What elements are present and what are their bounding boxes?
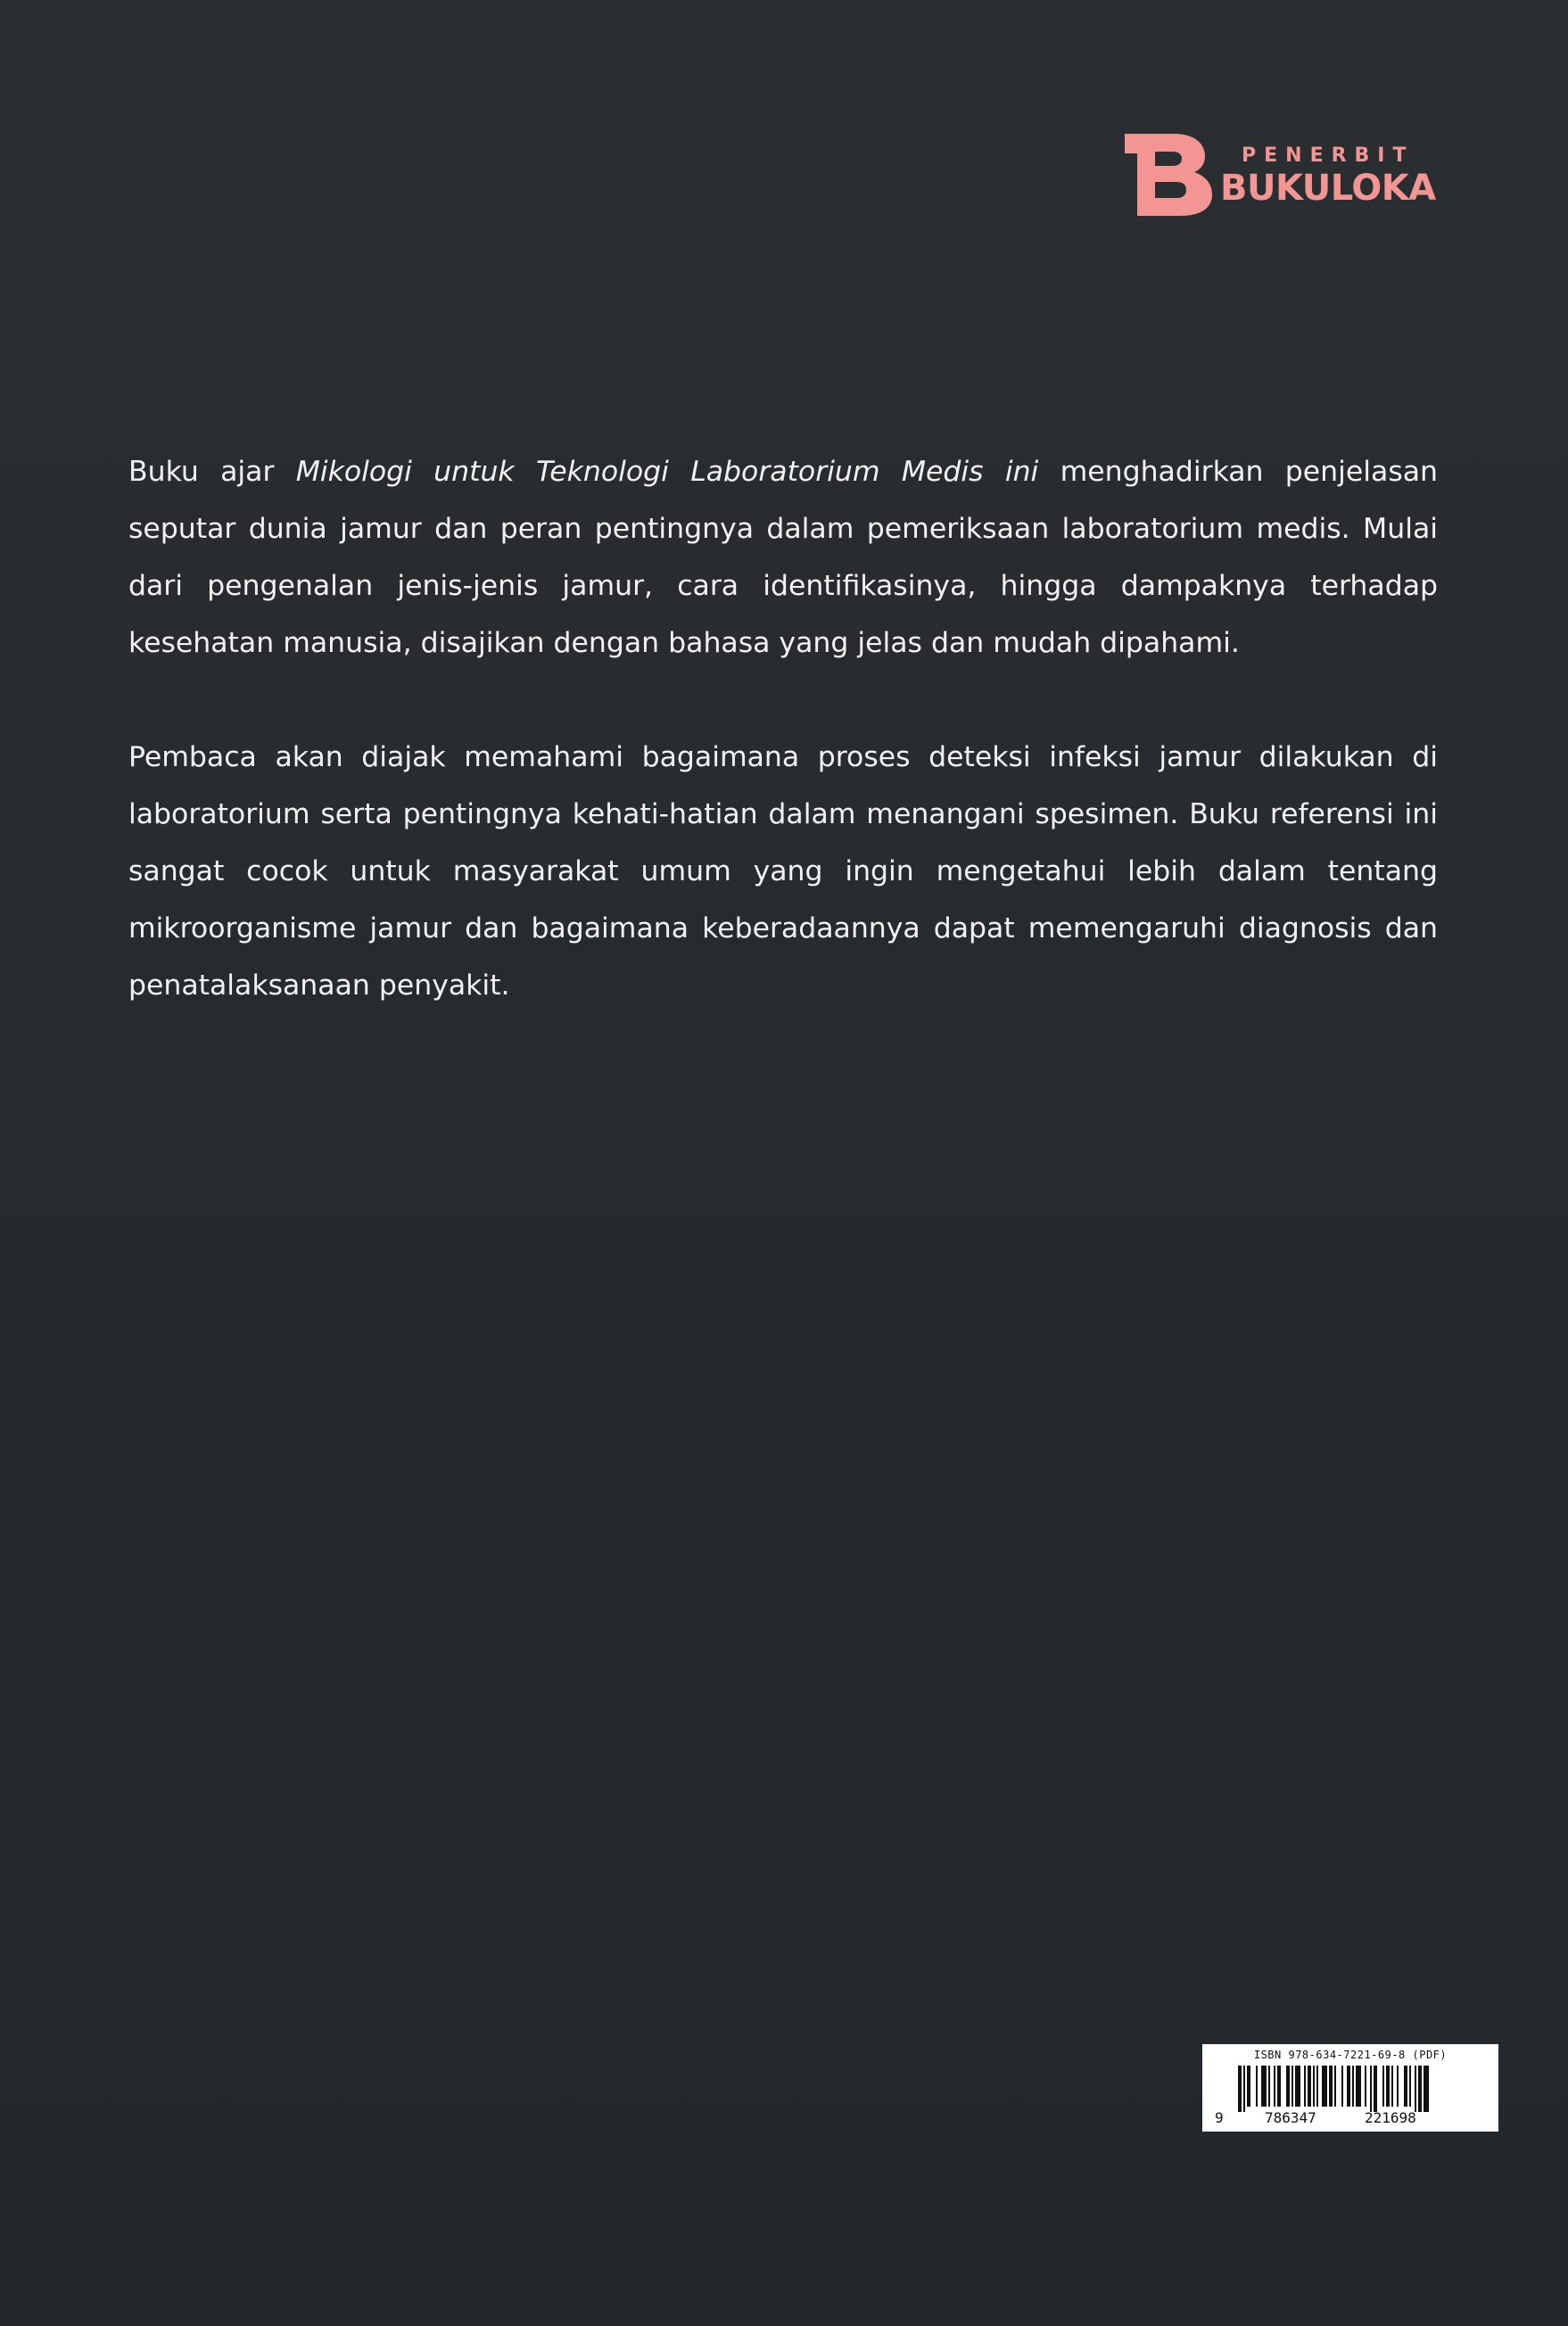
barcode-left-digits: 786347 bbox=[1265, 2109, 1316, 2126]
barcode-bar bbox=[1238, 2066, 1242, 2112]
barcode-bar bbox=[1391, 2066, 1393, 2107]
publisher-logo bbox=[1119, 134, 1440, 219]
barcode-bar bbox=[1356, 2066, 1361, 2107]
barcode-bar bbox=[1322, 2066, 1327, 2107]
barcode-bar bbox=[1247, 2066, 1250, 2107]
barcode-bar bbox=[1286, 2066, 1290, 2107]
barcode-bar bbox=[1374, 2066, 1377, 2112]
publisher-name: BUKULOKA bbox=[1220, 168, 1436, 209]
publisher-prefix: PENERBIT bbox=[1242, 144, 1415, 167]
barcode-bar bbox=[1329, 2066, 1333, 2107]
barcode-bar bbox=[1292, 2066, 1293, 2107]
barcode-bar bbox=[1382, 2066, 1384, 2107]
barcode-bar bbox=[1409, 2066, 1411, 2107]
barcode-bar bbox=[1274, 2066, 1275, 2107]
barcode-bar bbox=[1418, 2066, 1422, 2112]
book-blurb bbox=[128, 443, 1438, 1014]
blurb-p1-rest: menghadirkan penjelasan seputar dunia jamur dan peran pentingnya dalam pemeriksaan laboratorium medis. Mulai dari pengenalan jenis-jenis jamur, cara identifikasinya, hingga dampaknya terhadap kesehatan manusia, disajikan dengan bahasa yang jelas dan mudah dipahami. bbox=[128, 456, 1438, 659]
blurb-paragraph-2: Pembaca akan diajak memahami bagaimana proses deteksi infeksi jamur dilakukan di laboratorium serta pentingnya kehati-hatian dalam menangani spesimen. Buku referensi ini sangat cocok untuk masyarakat umum yang ingin mengetahui lebih dalam tentang mikroorganisme jamur dan bagaimana keberadaannya dapat memengaruhi diagnosis dan penatalaksanaan penyakit. bbox=[128, 741, 1438, 1002]
barcode-bar bbox=[1365, 2066, 1366, 2107]
barcode-bar bbox=[1295, 2066, 1300, 2107]
book-title-italic: Mikologi untuk Teknologi Laboratorium Medis ini bbox=[295, 456, 1039, 488]
barcode-bar bbox=[1316, 2066, 1318, 2107]
barcode-bar bbox=[1404, 2066, 1407, 2107]
barcode-bars bbox=[1238, 2066, 1488, 2112]
isbn-label: ISBN 978-634-7221-69-8 (PDF) bbox=[1253, 2049, 1448, 2061]
barcode-bar bbox=[1268, 2066, 1270, 2107]
barcode-bar bbox=[1277, 2066, 1281, 2107]
barcode-right-digits: 221698 bbox=[1365, 2109, 1416, 2126]
barcode-bar bbox=[1341, 2066, 1343, 2107]
isbn-barcode bbox=[1202, 2044, 1498, 2132]
barcode-bar bbox=[1397, 2066, 1399, 2107]
barcode-bar bbox=[1370, 2066, 1372, 2112]
barcode-bar bbox=[1304, 2066, 1306, 2107]
barcode-bar bbox=[1347, 2066, 1350, 2107]
barcode-bar bbox=[1261, 2066, 1267, 2107]
barcode-bar bbox=[1256, 2066, 1258, 2107]
barcode-bar bbox=[1313, 2066, 1315, 2107]
barcode-first-digit: 9 bbox=[1215, 2109, 1224, 2126]
barcode-bar bbox=[1386, 2066, 1390, 2107]
barcode-bar bbox=[1243, 2066, 1245, 2112]
barcode-bar bbox=[1415, 2066, 1416, 2112]
barcode-bar bbox=[1424, 2066, 1429, 2112]
barcode-bar bbox=[1334, 2066, 1336, 2107]
blurb-p1-start: Buku ajar bbox=[128, 456, 296, 488]
blurb-paragraph-1 bbox=[128, 443, 1438, 672]
publisher-b-mark-icon bbox=[1119, 134, 1213, 216]
barcode-bar bbox=[1308, 2066, 1311, 2107]
barcode-bar bbox=[1352, 2066, 1354, 2107]
